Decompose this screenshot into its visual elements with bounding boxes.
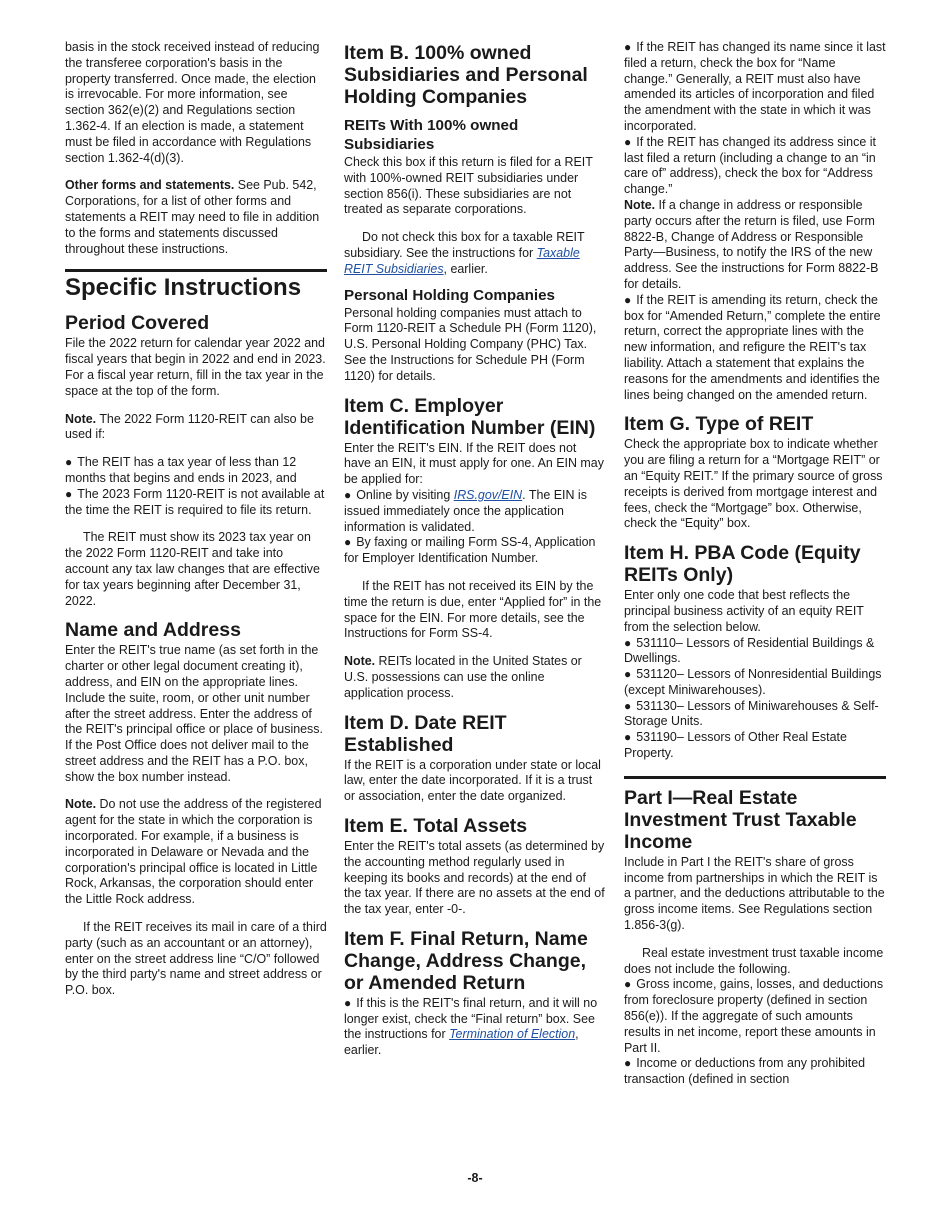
subheading-personal-holding: Personal Holding Companies <box>344 286 555 304</box>
heading-item-b: Item B. 100% owned Subsidiaries and Personal Holding Companies <box>344 42 588 108</box>
list-item: ● If the REIT has changed its name since it last filed a return, check the box for “Name change.” Generally, a REIT must also have amended its articles of incorporation and filed the amendment with the state in which it was incorporated. <box>624 40 886 133</box>
paragraph: The REIT must show its 2023 tax year on the 2022 Form 1120-REIT and take into account any tax law changes that are effective for tax years beginning after December 31, 2022. <box>65 530 320 608</box>
heading-item-e: Item E. Total Assets <box>344 814 528 837</box>
list-item: ● 531120– Lessors of Nonresidential Buildings (except Miniwarehouses). <box>624 667 882 697</box>
column-middle <box>344 40 606 1059</box>
paragraph: Personal holding companies must attach to Form 1120-REIT a Schedule PH (Form 1120), U.S. Personal Holding Company (PHC) Tax. See the Instructions for Schedule PH (Form 1120) for details. <box>344 305 597 383</box>
list-item: ● If the REIT has changed its address since it last filed a return (including a change to an “in care of” address), check the box for “Address change.” <box>624 134 876 197</box>
heading-item-h: Item H. PBA Code (Equity REITs Only) <box>624 542 861 587</box>
list-item: ● Online by visiting IRS.gov/EIN. The EIN is issued immediately once the application information is validated. <box>344 487 587 534</box>
list-item: ● 531130– Lessors of Miniwarehouses & Self-Storage Units. <box>624 698 879 729</box>
bullet-icon: ● <box>624 40 632 54</box>
section-title: Specific Instructions <box>65 274 302 302</box>
paragraph: If the REIT receives its mail in care of a third party (such as an accountant or an attorney), enter on the street address line “C/O” followed by the third party's name and street address or P.O. box. <box>65 920 327 998</box>
paragraph: Enter only one code that best reflects the principal business activity of an equity REIT from the selection below. <box>624 588 864 634</box>
list-item: ● 531110– Lessors of Residential Buildings & Dwellings. <box>624 635 875 666</box>
paragraph: Other forms and statements. See Pub. 542, Corporations, for a list of other forms and statements a REIT may need to file in addition to the forms and statements discussed throughout these instructions. <box>65 178 320 256</box>
paragraph: Check the appropriate box to indicate whether you are filing a return for a “Mortgage REIT” or an “Equity REIT.” If the primary source of gross receipts is derived from mortgage interest and fees, check the “Mortgage” box. Otherwise, check the “Equity” box. <box>624 437 883 531</box>
link-irs-ein[interactable]: IRS.gov/EIN <box>453 487 523 502</box>
note: Note. If a change in address or responsible party occurs after the return is filed, use Form 8822-B, Change of Address or Responsible Party—Business, to notify the IRS of the new address. See the instructions for Form 8822-B for details. <box>624 197 879 291</box>
paragraph: If the REIT is a corporation under state or local law, enter the date incorporated. If it is a trust or association, enter the date organized. <box>344 757 601 804</box>
list-item: ● If the REIT is amending its return, check the box for “Amended Return,” complete the entire return, correct the appropriate lines with the new information, and refigure the REIT's tax liability. Attach a statement that explains the reasons for the amendments and identifies the lines being changed on the amended return. <box>624 292 881 402</box>
page-number: -8- <box>467 1171 483 1185</box>
note: Note. Do not use the address of the registered agent for the state in which the corporation is incorporated. For example, if a business is incorporated in Delaware or Nevada and the corporation's principal office is located in Little Rock, Arkansas, the corporation should enter the Little Rock address. <box>65 797 322 907</box>
column-left <box>65 40 327 999</box>
bullet-icon: ● <box>624 292 632 307</box>
subheading-reits-subsidiaries: REITs With 100% owned Subsidiaries <box>344 117 519 153</box>
heading-item-f: Item F. Final Return, Name Change, Address Change, or Amended Return <box>344 927 588 994</box>
note: Note. The 2022 Form 1120-REIT can also be used if: <box>65 411 314 442</box>
heading-item-g: Item G. Type of REIT <box>624 413 814 436</box>
heading-part-1: Part I—Real Estate Investment Trust Taxable Income <box>624 786 857 853</box>
paragraph: basis in the stock received instead of reducing the transferee corporation's basis in the property transferred. Once made, the election is irrevocable. For more information, see section 362(e)(2) and Regulations section 1.362-4. If an election is made, a statement must be filed in accordance with Regulations section 1.362-4(d)(3). <box>65 40 320 165</box>
list-item: ● By faxing or mailing Form SS-4, Application for Employer Identification Number. <box>344 535 596 566</box>
list-item: ● Gross income, gains, losses, and deductions from foreclosure property (defined in section 856(e)). If the aggregate of such amounts results in net income, report these amounts in Part II. <box>624 977 884 1055</box>
heading-name-address: Name and Address <box>65 619 241 642</box>
paragraph: Enter the REIT's total assets (as determined by the accounting method regularly used in keeping its books and records) at the end of the tax year. If there are no assets at the end of the tax year, enter -0-. <box>344 838 605 917</box>
bullet-icon: ● <box>344 995 352 1010</box>
link-termination-election[interactable]: Termination of Election <box>449 1027 576 1042</box>
bullet-icon: ● <box>624 667 632 682</box>
bullet-icon: ● <box>624 730 632 745</box>
bullet-icon: ● <box>344 535 352 550</box>
section-rule <box>624 776 886 853</box>
paragraph: Check this box if this return is filed for a REIT with 100%-owned REIT subsidiaries under section 856(i). These subsidiaries are not treated as separate corporations. <box>344 155 593 217</box>
list-item: ● The 2023 Form 1120-REIT is not available at the time the REIT is required to file its return. <box>65 486 325 517</box>
paragraph: Include in Part I the REIT's share of gross income from partnerships in which the REIT is a partner, and the deductions attributable to the gross income items. See Regulations section 1.856-3(g). <box>624 854 885 933</box>
bullet-icon: ● <box>624 134 632 149</box>
paragraph: Do not check this box for a taxable REIT subsidiary. See the instructions for Taxable REIT Subsidiaries, earlier. <box>344 230 585 276</box>
heading-item-c: Item C. Employer Identification Number (EIN) <box>344 394 596 439</box>
run-in-heading: Other forms and statements. <box>65 178 235 193</box>
column-right <box>624 40 886 1088</box>
paragraph: Enter the REIT's true name (as set forth in the charter or other legal document creating it), address, and EIN on the appropriate lines. Include the suite, room, or other unit number after the street address. Enter the address of the REIT's principal office or place of business. If the Post Office does not deliver mail to the street address and the REIT has a P.O. box, show the box number instead. <box>65 643 323 784</box>
list-item: ● If this is the REIT's final return, and it will no longer exist, check the “Final return” box. See the instructions for Termination of Election, earlier. <box>344 995 598 1058</box>
paragraph: If the REIT has not received its EIN by the time the return is due, enter “Applied for” in the space for the EIN. For more details, see the Instructions for Form SS-4. <box>344 578 602 641</box>
bullet-icon: ● <box>624 698 632 713</box>
paragraph: File the 2022 return for calendar year 2022 and fiscal years that begin in 2022 and end in 2023. For a fiscal year return, fill in the tax year in the space at the top of the form. <box>65 336 326 398</box>
list-item: ● 531190– Lessors of Other Real Estate Property. <box>624 730 847 761</box>
paragraph: Enter the REIT's EIN. If the REIT does not have an EIN, it must apply for one. An EIN may be applied for: <box>344 440 604 487</box>
bullet-icon: ● <box>65 486 73 501</box>
note: Note. REITs located in the United States or U.S. possessions can use the online application process. <box>344 654 582 700</box>
link-taxable-reit-subsidiaries[interactable]: Taxable REIT Subsidiaries <box>344 245 580 276</box>
bullet-icon: ● <box>65 455 73 470</box>
heading-item-d: Item D. Date REIT Established <box>344 711 507 756</box>
paragraph: Real estate investment trust taxable income does not include the following. <box>624 945 884 976</box>
bullet-icon: ● <box>344 487 352 502</box>
list-item: ● Income or deductions from any prohibited transaction (defined in section <box>624 1056 866 1087</box>
bullet-icon: ● <box>624 635 632 650</box>
bullet-icon: ● <box>624 1056 632 1071</box>
bullet-icon: ● <box>624 977 632 992</box>
heading-period-covered: Period Covered <box>65 312 210 335</box>
section-rule <box>65 269 327 302</box>
list-item: ● The REIT has a tax year of less than 12 months that begins and ends in 2023, and <box>65 455 297 485</box>
